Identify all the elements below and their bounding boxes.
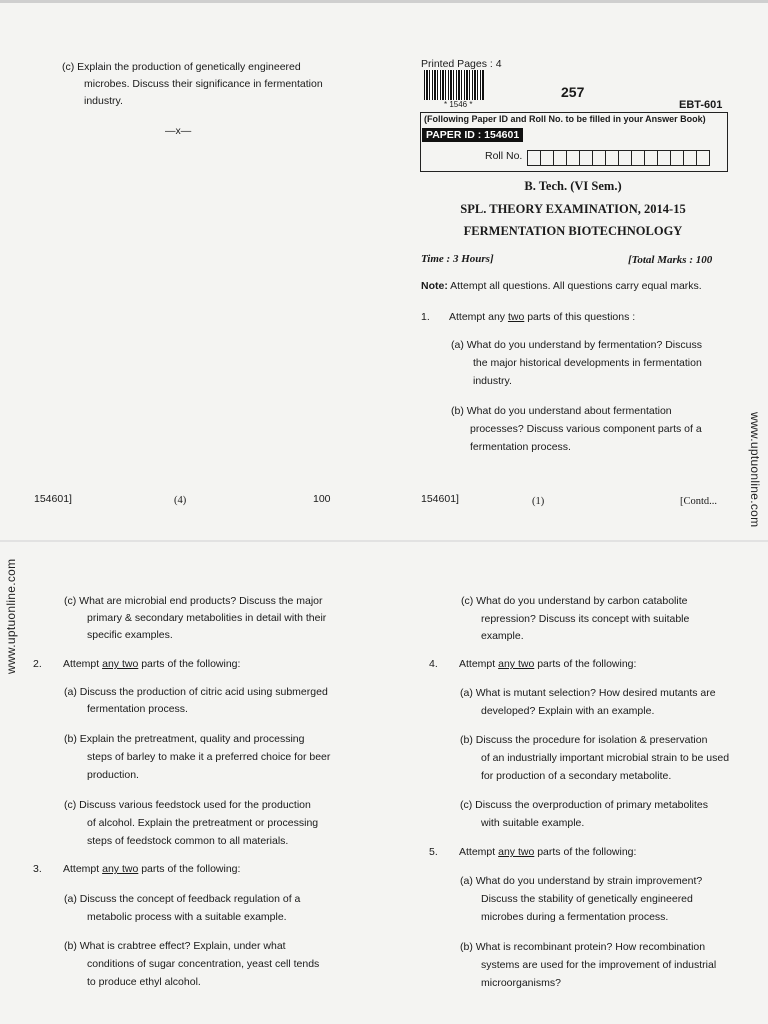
box-note: (Following Paper ID and Roll No. to be filled in your Answer Book) (424, 114, 706, 124)
question-text: for production of a secondary metabolite. (481, 770, 672, 782)
question-text: with suitable example. (481, 817, 585, 829)
q4-number: 4. (429, 658, 438, 670)
subject-code: EBT-601 (679, 99, 723, 111)
footer-contd: [Contd... (680, 496, 718, 507)
q5-instruction: Attempt any two parts of the following: (459, 846, 637, 858)
question-text: example. (481, 630, 524, 642)
question-text: steps of barley to make it a preferred choice for beer (87, 751, 331, 763)
question-text: repression? Discuss its concept with suitable (481, 613, 690, 625)
q5-number: 5. (429, 846, 438, 858)
roll-no-label: Roll No. (485, 150, 523, 162)
question-text: (b) What is crabtree effect? Explain, under what (64, 940, 286, 952)
note: Note: Attempt all questions. All questions carry equal marks. (421, 280, 702, 292)
question-text: processes? Discuss various component parts of a (470, 423, 702, 435)
question-text: (c) Discuss the overproduction of primary metabolites (460, 799, 709, 811)
watermark-left: www.uptuonline.com (4, 558, 18, 674)
question-text: (c) Discuss various feedstock used for the production (64, 799, 311, 811)
question-text: (c) Explain the production of genetically engineered (62, 61, 301, 73)
footer-page-number: (4) (174, 495, 187, 506)
paper-id: PAPER ID : 154601 (422, 128, 523, 142)
printed-pages: Printed Pages : 4 (421, 58, 502, 70)
q1-number: 1. (421, 311, 430, 323)
question-text: of an industrially important microbial strain to be used (481, 752, 730, 764)
question-text: steps of feedstock common to all materials. (87, 835, 289, 847)
exam-code: 257 (561, 84, 585, 100)
barcode-number: * 1546 * (444, 100, 473, 109)
total-marks: [Total Marks : 100 (628, 254, 713, 266)
question-text: metabolic process with a suitable example. (87, 911, 287, 923)
roll-no-boxes (528, 150, 710, 166)
degree: B. Tech. (VI Sem.) (524, 179, 622, 193)
question-text: fermentation process. (470, 441, 571, 453)
question-text: (a) What do you understand by strain improvement? (460, 875, 703, 887)
q2-instruction: Attempt any two parts of the following: (63, 658, 241, 670)
question-text: fermentation process. (87, 703, 188, 715)
question-text: (c) What are microbial end products? Discuss the major (64, 595, 323, 607)
question-text: industry. (84, 95, 123, 107)
time: Time : 3 Hours] (421, 253, 494, 265)
question-text: production. (87, 769, 139, 781)
question-text: (b) Explain the pretreatment, quality and processing (64, 733, 305, 745)
question-text: primary & secondary metabolities in detail with their (87, 612, 327, 624)
footer-paper-id: 154601] (421, 493, 459, 505)
scan-edge (0, 0, 768, 3)
q4-instruction: Attempt any two parts of the following: (459, 658, 637, 670)
question-text: (a) Discuss the concept of feedback regulation of a (64, 893, 301, 905)
question-text: microbes. Discuss their significance in fermentation (84, 78, 323, 90)
footer-paper-id: 154601] (34, 493, 72, 505)
question-text: of alcohol. Explain the pretreatment or processing (87, 817, 319, 829)
question-text: (a) What do you understand by fermentation? Discuss (451, 339, 702, 351)
question-text: (c) What do you understand by carbon catabolite (461, 595, 688, 607)
question-text: (a) What is mutant selection? How desired mutants are (460, 687, 716, 699)
question-text: to produce ethyl alcohol. (87, 976, 201, 988)
question-text: (b) What do you understand about fermentation (451, 405, 672, 417)
footer-page-number: (1) (532, 496, 545, 507)
barcode (424, 70, 484, 100)
question-text: (b) Discuss the procedure for isolation & preservation (460, 734, 708, 746)
q3-instruction: Attempt any two parts of the following: (63, 863, 241, 875)
end-mark: —x— (165, 125, 192, 137)
question-text: microbes during a fermentation process. (481, 911, 669, 923)
question-text: developed? Explain with an example. (481, 705, 655, 717)
q2-number: 2. (33, 658, 42, 670)
question-text: conditions of sugar concentration, yeast cell tends (87, 958, 320, 970)
footer-marks: 100 (313, 493, 331, 505)
question-text: (b) What is recombinant protein? How recombination (460, 941, 706, 953)
question-text: microorganisms? (481, 977, 561, 989)
exam-title: SPL. THEORY EXAMINATION, 2014-15 (460, 202, 686, 216)
question-text: (a) Discuss the production of citric acid using submerged (64, 686, 328, 698)
question-text: Discuss the stability of genetically engineered (481, 893, 693, 905)
q3-number: 3. (33, 863, 42, 875)
question-text: systems are used for the improvement of industrial (481, 959, 717, 971)
page-fold (0, 540, 768, 542)
watermark-right: www.uptuonline.com (748, 412, 762, 528)
question-text: specific examples. (87, 629, 173, 641)
question-text: the major historical developments in fermentation (473, 357, 702, 369)
q1-instruction: Attempt any two parts of this questions : (449, 311, 636, 323)
subject-title: FERMENTATION BIOTECHNOLOGY (463, 224, 683, 238)
question-text: industry. (473, 375, 512, 387)
